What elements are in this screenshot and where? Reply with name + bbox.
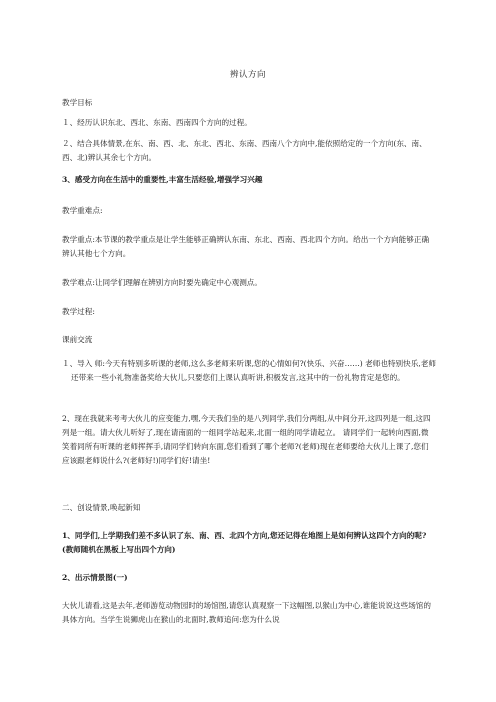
objective-1: １、经历认识东北、西北、东南、西南四个方向的过程。	[62, 118, 252, 127]
process-heading: 教学过程:	[62, 307, 95, 316]
preclass-heading: 课前交流	[62, 335, 93, 344]
difficulty: 教学难点:让同学们理解在辨别方向时要先确定中心观测点。	[62, 278, 262, 287]
key-points-heading: 教学重难点:	[62, 206, 103, 215]
objectives-heading: 教学目标	[62, 98, 93, 107]
step-1: １、导入 师:今天有特别多听课的老师,这么多老师来听课,您的心情如何?(快乐、兴奋……) 老师也特别快乐,老师还带来一些小礼物准备奖给大伙儿,只要您们上课认真听讲,积极发言,这其中的一份礼物肯定是您的。	[62, 359, 436, 382]
scene-description: 大伙儿请看,这是去年,老师游览动物园时的场馆图,请您认真观察一下这幅图,以猴山为中心,谁能说说这些场馆的具体方向。当学生说狮虎山在猴山的北面时,教师追问:您为什么说	[62, 601, 431, 624]
objective-2: ２、结合具体情景,在东、南、西、北、东北、西北、东南、西南八个方向中,能依照给定的一个方向(东、南、西、北)辨认其余七个方向。	[62, 139, 427, 162]
section-2-item-1: 1、同学们,上学期我们差不多认识了东、南、西、北四个方向,您还记得在地图上是如何辨认这四个方向的呢? (教师随机在黑板上写出四个方向)	[62, 531, 427, 554]
step-2: 2、现在我就来考考大伙儿的应变能力,嘿,今天我们坐的是八列同学,我们分两组,从中间分开,这四列是一组,这四列是一组。请大伙儿听好了,现在请南面的一组同学站起来,北面一组的同学请起立。 请同学们一起转向西面,微笑着同所有听课的老师挥挥手,请同学们转向东面,您们看到了哪个老师?(老师)现在老师要给大伙儿上课了,您们应该跟老师说什么?(老师好!)同学们好!请坐!	[62, 414, 431, 465]
objective-3: 3、感受方向在生活中的重要性,丰富生活经验,增强学习兴趣	[62, 175, 263, 184]
key-point: 教学重点:本节课的教学重点是让学生能够正确辨认东南、东北、西南、西北四个方向。给出一个方向能够正确辨认其他七个方向。	[62, 235, 430, 258]
section-2-item-2: 2、出示情景图(一)	[62, 573, 128, 582]
document-title: 辨认方向	[229, 70, 266, 80]
section-2-heading: 二、创设情景,唤起新知	[62, 503, 141, 512]
